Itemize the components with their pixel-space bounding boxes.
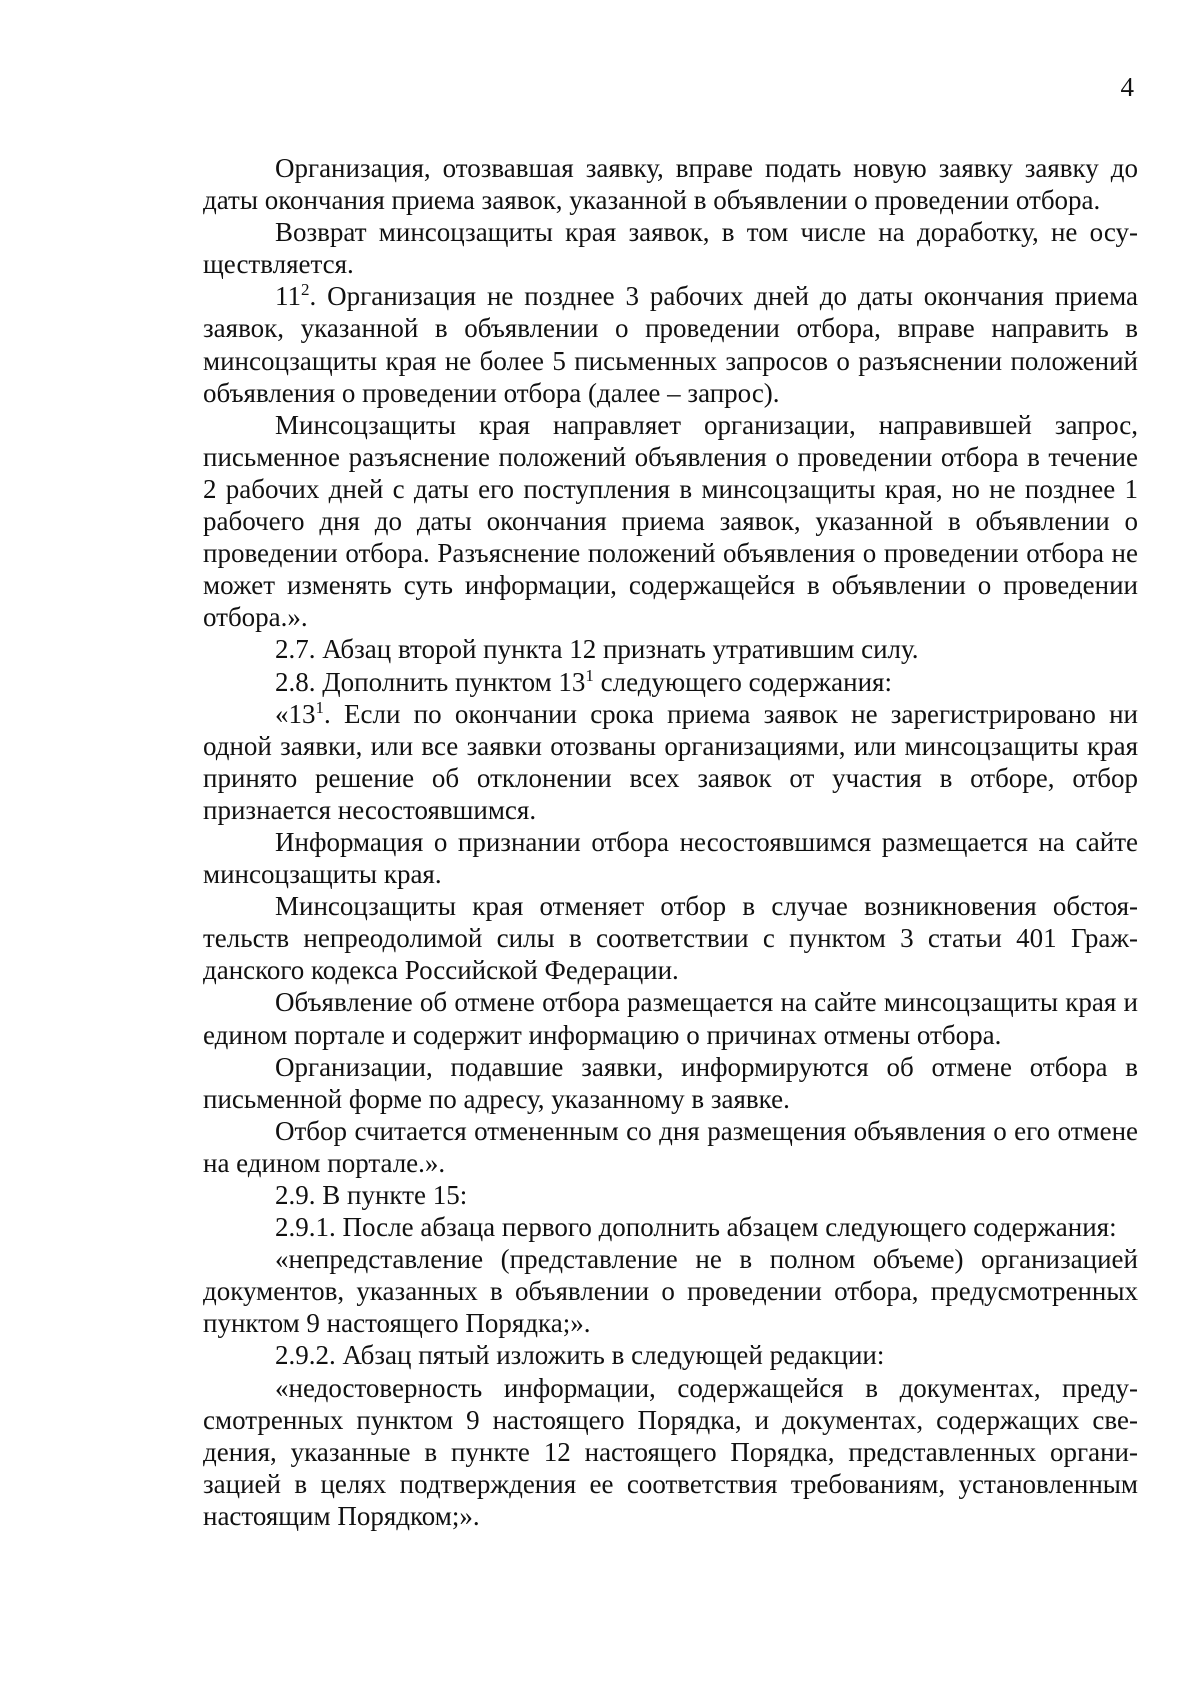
paragraph: «недостоверность информации, содержащейся в документах, предусмотренных пунктом 9 настоящего Порядка, и документах, содержащих сведения, указанные в пункте 12 настоящего Порядка, представленных организацией в целях подтверждения ее соответствия требованиям, установленным настоящим Порядком;». (203, 1372, 1138, 1531)
paragraph: 2.9. В пункте 15: (275, 1180, 468, 1210)
paragraph: «непредставление (представление не в полном объеме) организацией документов, указанных в объявлении о проведении отбора, предусмотренных пунктом 9 настоящего Порядка;». (203, 1244, 1138, 1339)
paragraph: 2.9.1. После абзаца первого дополнить абзацем следующего содержания: (275, 1212, 1117, 1243)
paragraph: Возврат минсоцзащиты края заявок, в том числе на доработку, не осуществляется. (203, 217, 1138, 280)
paragraph: Отбор считается отмененным со дня размещения объявления о его отмене на едином портале.». (203, 1115, 1138, 1178)
paragraph: 2.9.2. Абзац пятый изложить в следующей редакции: (275, 1340, 885, 1371)
paragraph: Информация о признании отбора несостоявшимся размещается на сайте минсоцзащиты края. (203, 826, 1138, 890)
document-body (203, 152, 1138, 1532)
paragraph: Организация, отозвавшая заявку, вправе подать новую заявку заявку до даты окончания приема заявок, указанной в объявлении о проведении отбора. (203, 153, 1138, 216)
paragraph: «$13^1$. Если по окончании срока приема заявок не зарегистрировано ни одной заявки, или все заявки отозваны организациями, или минсоцзащиты края принято решение об отклонении всех заявок от участия в отборе, отбор признается несостоявшимся. (203, 697, 1138, 825)
paragraph: 2.7. Абзац второй пункта 12 признать утратившим силу. (275, 634, 919, 665)
paragraph: Минсоцзащиты края отменяет отбор в случае возникновения обстоятельств непреодолимой силы в соответствии с пунктом 3 статьи 401 Гражданского кодекса Российской Федерации. (203, 891, 1138, 986)
paragraph: Минсоцзащиты края направляет организации, направившей запрос, письменное разъяснение положений объявления о проведении отбора в течение 2 рабочих дней с даты его поступления в минсоцзащиты края, но не позднее 1 рабочего дня до даты окончания приема заявок, указанной в объявлении о проведении отбора. Разъяснение положений объявления о проведении отбора не может изменять суть информации, содержащейся в объявлении о проведении отбора.». (203, 409, 1138, 633)
paragraph: Объявление об отмене отбора размещается на сайте минсоцзащиты края и едином портале и содержит информацию о причинах отмены отбора. (203, 987, 1138, 1050)
paragraph: Организации, подавшие заявки, информируются об отмене отбора в письменной форме по адресу, указанному в заявке. (203, 1051, 1138, 1114)
page-number: 4 (1120, 72, 1134, 102)
paragraph: $11^2$. Организация не позднее 3 рабочих дней до даты окончания приема заявок, указанной в объявлении о проведении отбора, вправе направить в минсоцзащиты края не более 5 письменных запросов о разъяснении положений объявления о проведении отбора (далее – запрос). (203, 280, 1138, 408)
paragraph: 2.8. Дополнить пунктом $13^1$ следующего содержания: (275, 665, 892, 697)
